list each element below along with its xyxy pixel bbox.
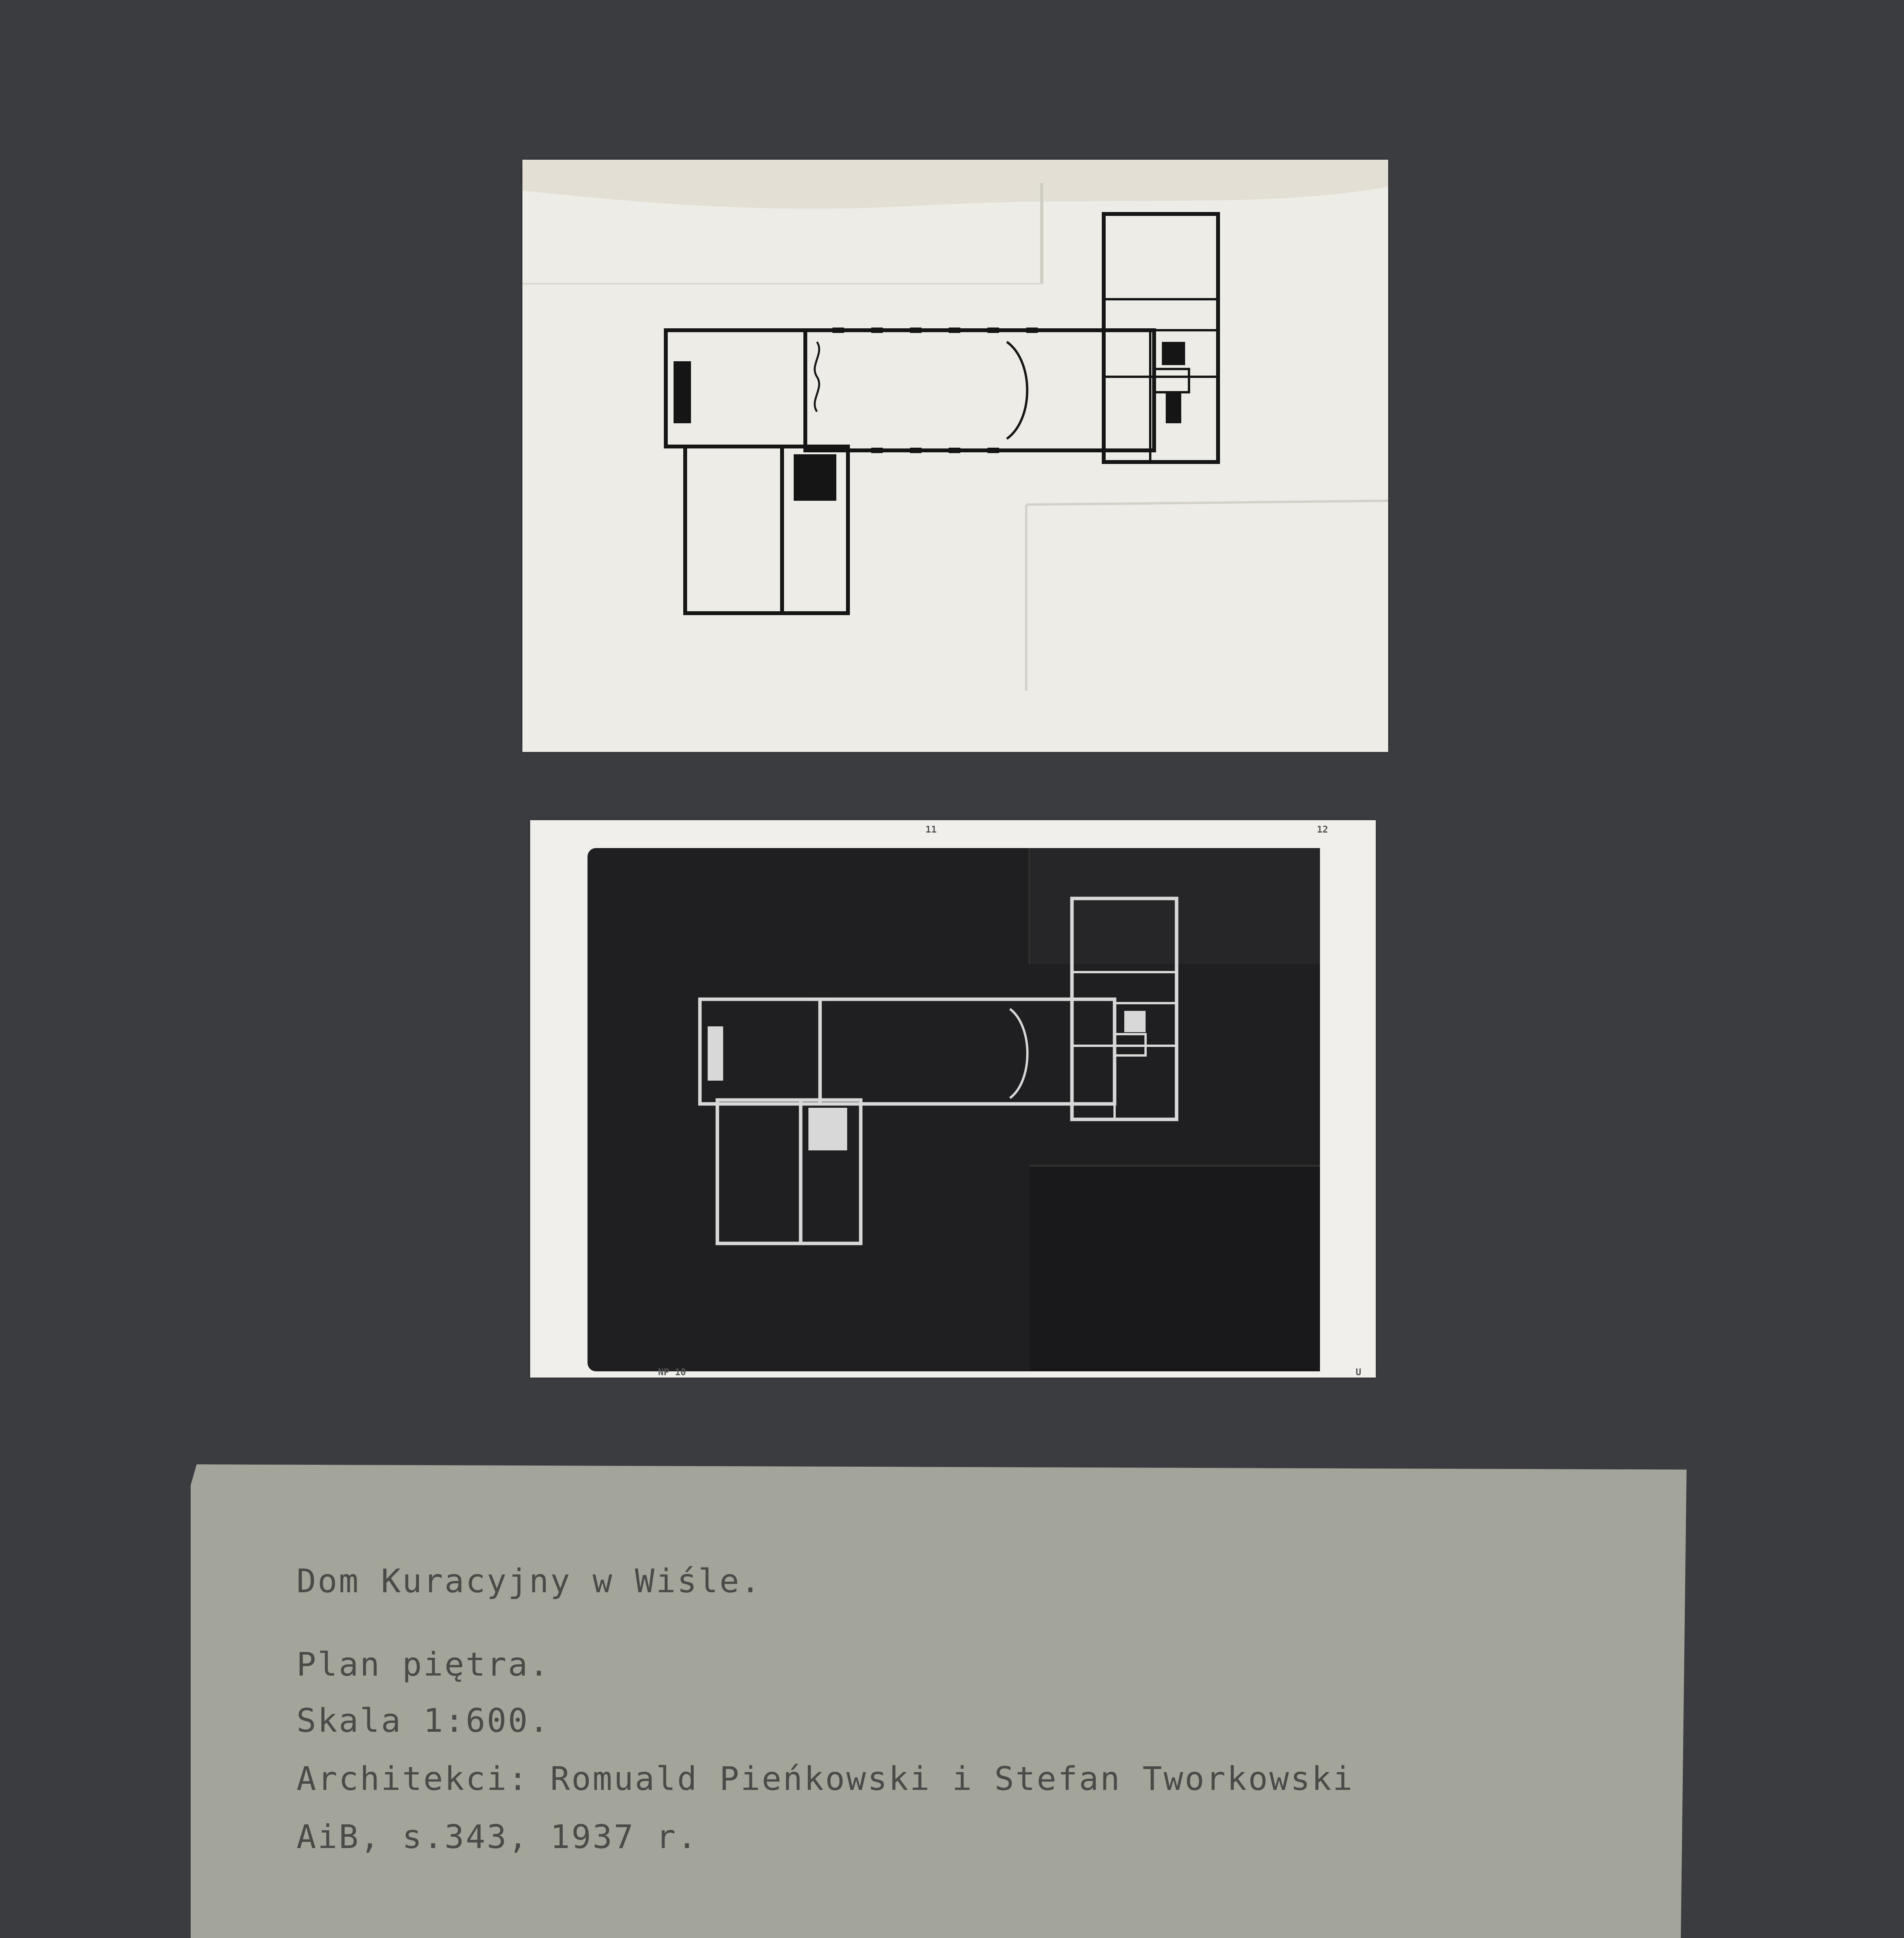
floor-plan-drawing bbox=[522, 160, 1388, 752]
caption-scale: Skala 1:600. bbox=[296, 1702, 550, 1740]
frame-number-top: 11 bbox=[925, 824, 937, 835]
floor-plan-photo-negative bbox=[530, 820, 1376, 1378]
film-mark-bottom-right: U bbox=[1356, 1367, 1361, 1378]
caption-source: AiB, s.343, 1937 r. bbox=[296, 1818, 698, 1856]
caption-plan: Plan piętra. bbox=[296, 1645, 550, 1683]
frame-number-top-right: 12 bbox=[1317, 824, 1328, 835]
film-code-bottom: NP 10 bbox=[658, 1367, 686, 1378]
caption-architects: Architekci: Romuald Pieńkowski i Stefan Tworkowski bbox=[296, 1760, 1354, 1798]
floor-plan-drawing-negative bbox=[588, 848, 1320, 1371]
negative-image-area bbox=[588, 848, 1320, 1371]
caption-title: Dom Kuracyjny w Wiśle. bbox=[296, 1562, 762, 1600]
envelope bbox=[191, 1464, 1687, 1938]
floor-plan-photo-positive bbox=[522, 160, 1388, 752]
